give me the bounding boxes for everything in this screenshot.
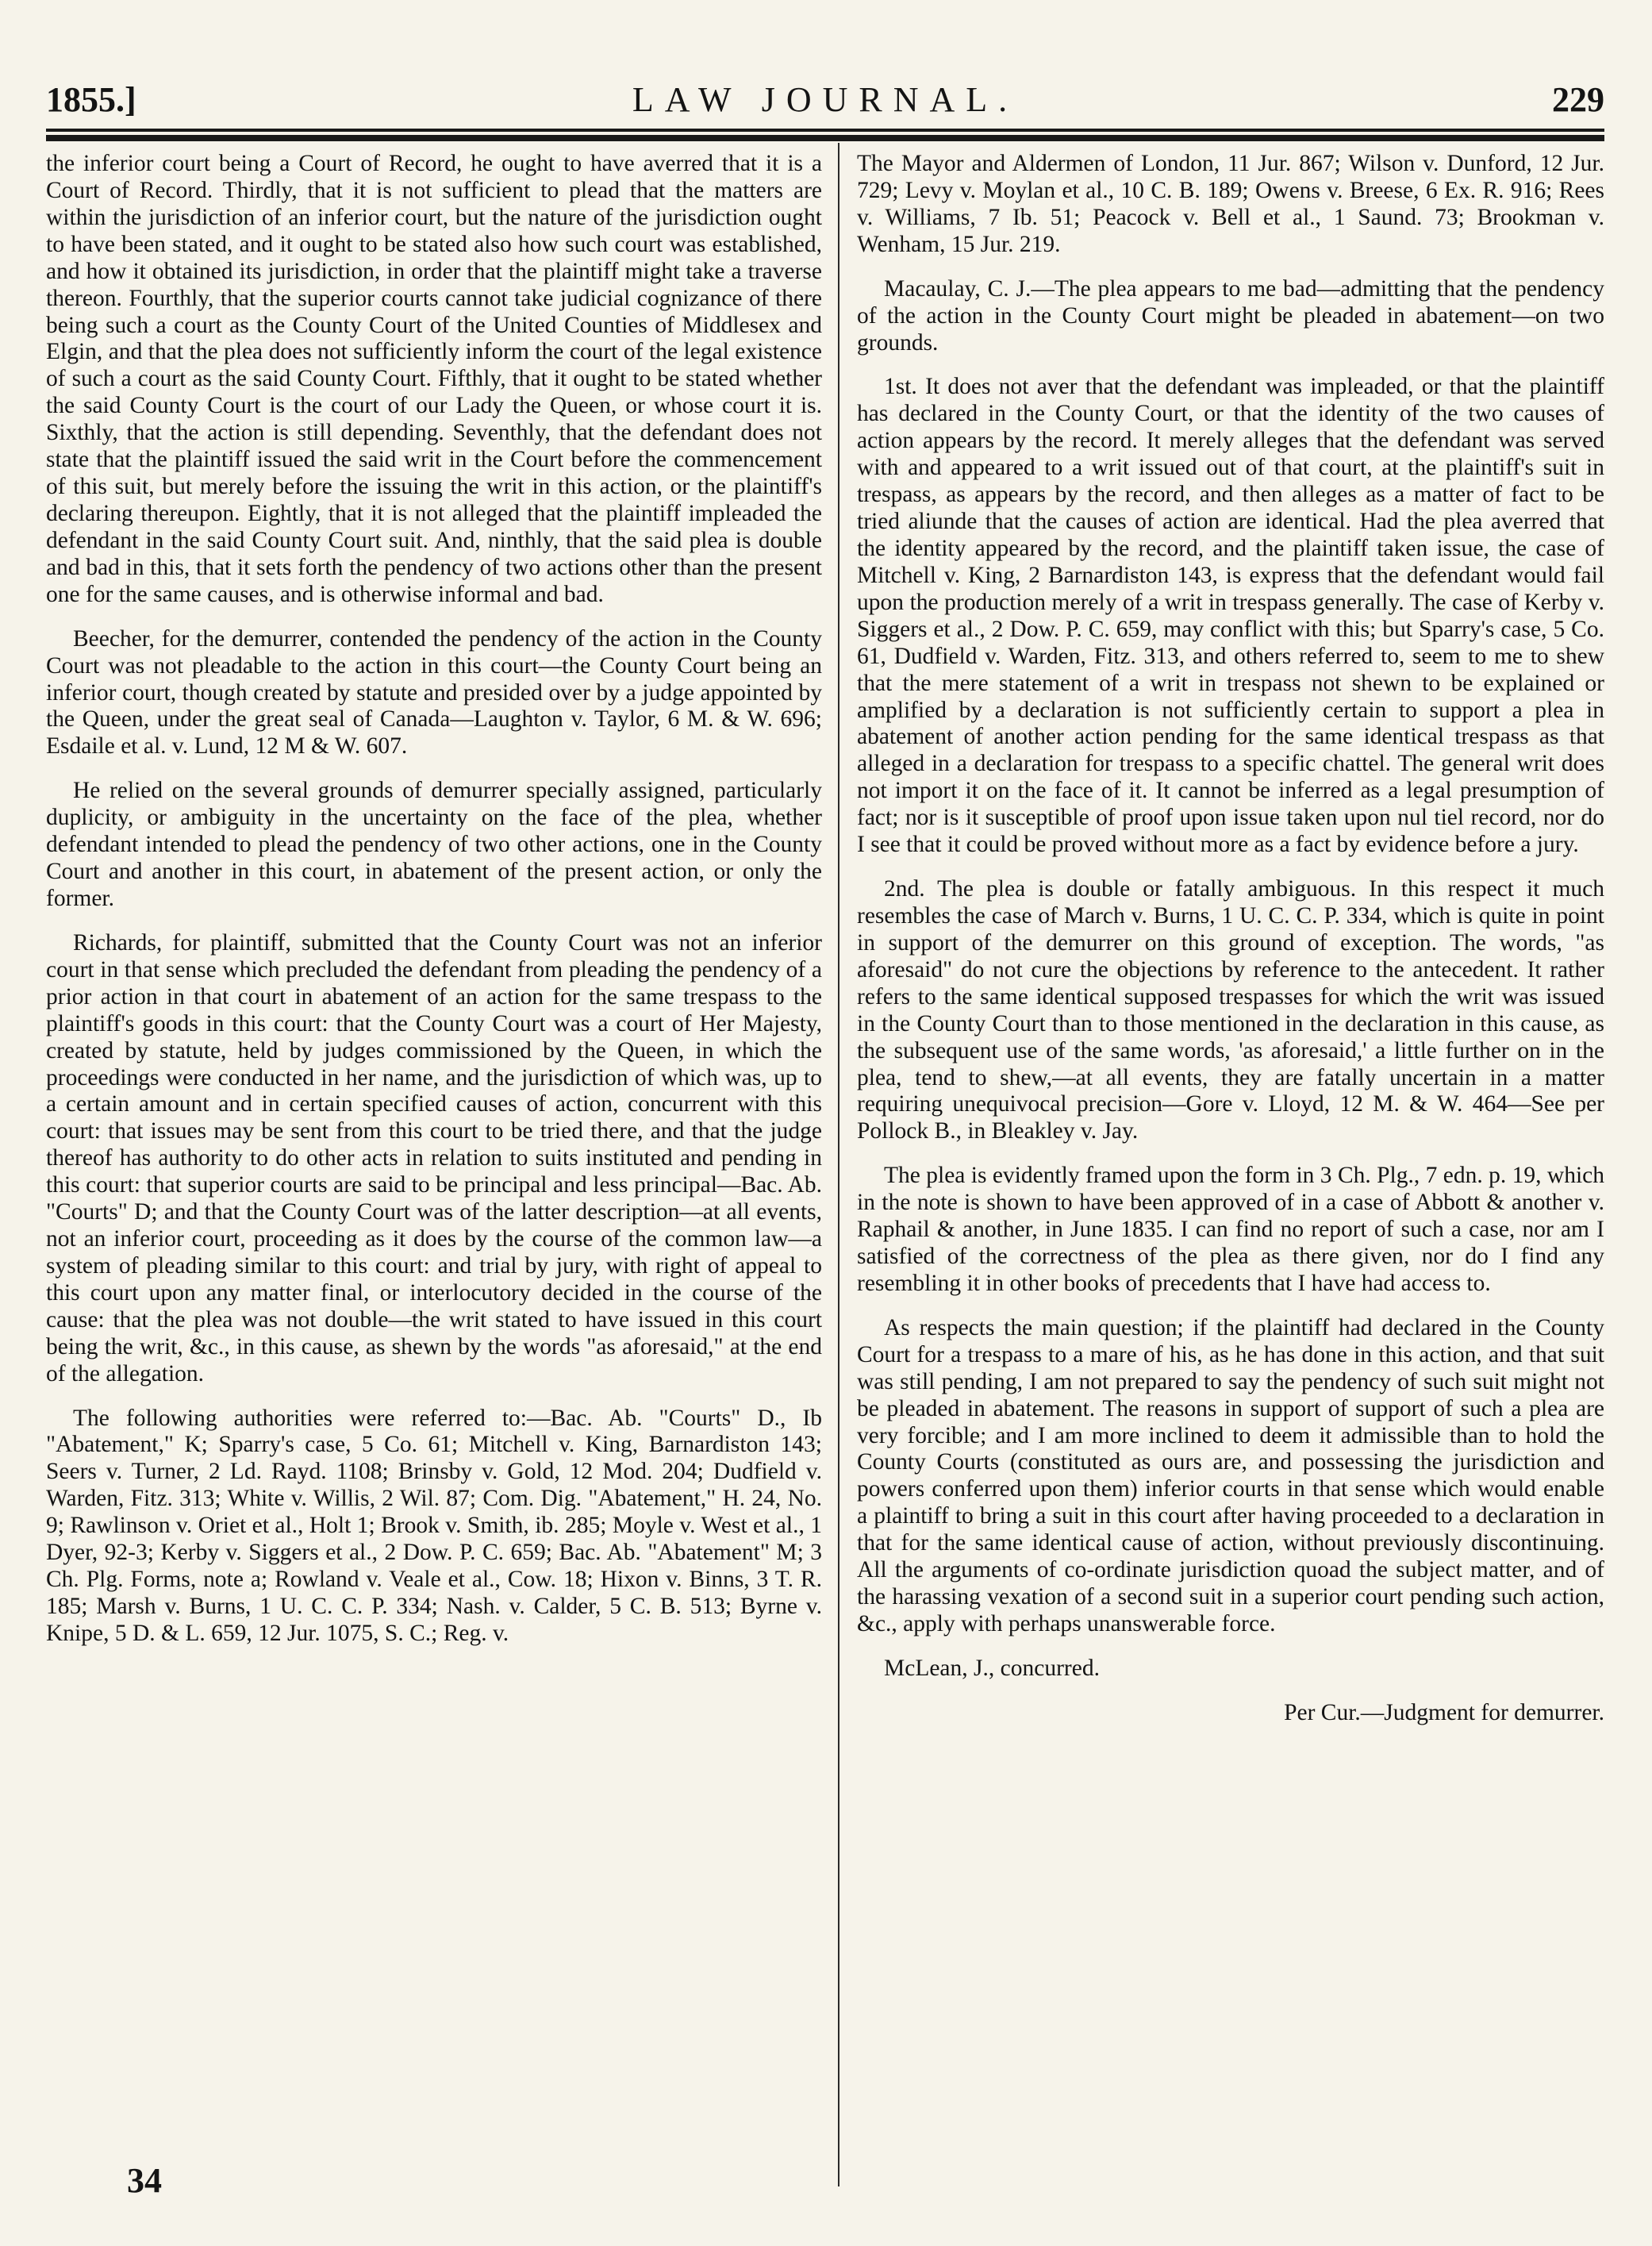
folio-number: 34: [127, 2161, 162, 2200]
header-rule-thin: [46, 129, 1604, 132]
header-title: LAW JOURNAL.: [632, 80, 1019, 119]
header-page-number: 229: [1552, 80, 1604, 119]
paragraph: He relied on the several grounds of demurrer specially assigned, particularly duplicity, or ambiguity in the uncertainty on the face of the plea, whether defendant intended to plead the pendency of two other actions, one in the County Court and another in this court, in abatement of the present action, or only the former.: [46, 778, 822, 911]
right-column: [857, 151, 1604, 1744]
paragraph: the inferior court being a Court of Record, he ought to have averred that it is a Court of Record. Thirdly, that it is not sufficient to plead that the matters are within the jurisdiction of an inferior court, but the nature of the jurisdiction ought to have been stated, and it ought to be stated also how such court was established, and how it obtained its jurisdiction, in order that the plaintiff might take a traverse thereon. Fourthly, that the superior courts cannot take judicial cognizance of there being such a court as the County Court of the United Counties of Middlesex and Elgin, and that the plea does not sufficiently inform the court of the legal existence of such a court as the said County Court. Fifthly, that it ought to be stated whether the said County Court is the court of our Lady the Queen, or whose court it is. Sixthly, that the action is still depending. Seventhly, that the defendant does not state that the plaintiff issued the said writ in the Court before the commencement of this suit, but merely before the issuing the writ in this action, or the plaintiff's declaring thereupon. Eightly, that it is not alleged that the plaintiff impleaded the defendant in the said County Court suit. And, ninthly, that the said plea is double and bad in this, that it sets forth the pendency of two actions other than the present one for the same causes, and is otherwise informal and bad.: [46, 151, 822, 607]
paragraph: The Mayor and Aldermen of London, 11 Jur. 867; Wilson v. Dunford, 12 Jur. 729; Levy v. Moylan et al., 10 C. B. 189; Owens v. Breese, 6 Ex. R. 916; Rees v. Williams, 7 Ib. 51; Peacock v. Bell et al., 1 Saund. 73; Brookman v. Wenham, 15 Jur. 219.: [857, 151, 1604, 257]
column-divider: [838, 143, 839, 2186]
page-header: [46, 79, 1604, 127]
paragraph: 2nd. The plea is double or fatally ambiguous. In this respect it much resembles the case of March v. Burns, 1 U. C. C. P. 334, which is quite in point in support of the demurrer on this ground of exception. The words, "as aforesaid" do not cure the objections by reference to the antecedent. It rather refers to the same identical supposed trespasses for which the writ was issued in the County Court than to those mentioned in the declaration in this cause, as the subsequent use of the same words, 'as aforesaid,' a little further on in the plea, tend to shew,—at all events, they are fatally uncertain in a matter requiring unequivocal precision—Gore v. Lloyd, 12 M. & W. 464—See per Pollock B., in Bleakley v. Jay.: [857, 876, 1604, 1144]
paragraph: The plea is evidently framed upon the form in 3 Ch. Plg., 7 edn. p. 19, which in the note is shown to have been approved of in a case of Abbott & another v. Raphail & another, in June 1835. I can find no report of such a case, nor am I satisfied of the correctness of the plea as there given, nor do I find any resembling it in other books of precedents that I have had access to.: [857, 1163, 1604, 1296]
left-column: [46, 151, 822, 1665]
judgment-line: Per Cur.—Judgment for demurrer.: [1284, 1699, 1604, 1725]
paragraph: Richards, for plaintiff, submitted that the County Court was not an inferior court in that sense which precluded the defendant from pleading the pendency of a prior action in that court in abatement of an action for the same trespass to the plaintiff's goods in this court: that the County Court was a court of Her Majesty, created by statute, held by judges commissioned by the Queen, in which the proceedings were conducted in her name, and the jurisdiction of which was, up to a certain amount and in certain specified causes of action, concurrent with this court: that issues may be sent from this court to be tried there, and that the judge thereof has authority to do other acts in relation to suits instituted and pending in this court: that superior courts are said to be principal and less principal—Bac. Ab. "Courts" D; and that the County Court was of the latter description—at all events, not an inferior court, proceeding as it does by the course of the common law—a system of pleading similar to this court: and trial by jury, with right of appeal to this court upon any matter final, or interlocutory decided in the course of the cause: that the plea was not double—the writ stated to have issued in this court being the writ, &c., in this cause, as shewn by the words "as aforesaid," at the end of the allegation.: [46, 929, 822, 1386]
paragraph: McLean, J., concurred.: [884, 1655, 1100, 1681]
paragraph: 1st. It does not aver that the defendant was impleaded, or that the plaintiff has declared in the County Court, or that the identity of the two causes of action appears by the record. It merely alleges that the defendant was served with and appeared to a writ issued out of that court, at the plaintiff's suit in trespass, as appears by the record, and then alleges as a matter of fact to be tried aliunde that the causes of action are identical. Had the plea averred that the identity appeared by the record, and the plaintiff taken issue, the case of Mitchell v. King, 2 Barnardiston 143, is express that the defendant would fail upon the production merely of a writ in trespass generally. The case of Kerby v. Siggers et al., 2 Dow. P. C. 659, may conflict with this; but Sparry's case, 5 Co. 61, Dudfield v. Warden, Fitz. 313, and others referred to, seem to me to shew that the mere statement of a writ in trespass not shewn to be explained or amplified by a declaration is not sufficiently certain to support a plea in abatement of another action pending for the same identical trespass as that alleged in a declaration for trespass to a specific chattel. The general writ does not import it on the face of it. It cannot be inferred as a legal presumption of fact; nor is it susceptible of proof upon issue taken upon nul tiel record, nor do I see that it could be proved without more as a fact by evidence before a jury.: [857, 374, 1604, 858]
header-rule-thick: [46, 135, 1604, 141]
paragraph: The following authorities were referred to:—Bac. Ab. "Courts" D., Ib "Abatement," K; Sparry's case, 5 Co. 61; Mitchell v. King, Barnardiston 143; Seers v. Turner, 2 Ld. Rayd. 1108; Brinsby v. Gold, 12 Mod. 204; Dudfield v. Warden, Fitz. 313; White v. Willis, 2 Wil. 87; Com. Dig. "Abatement," H. 24, No. 9; Rawlinson v. Oriet et al., Holt 1; Brook v. Smith, ib. 285; Moyle v. West et al., 1 Dyer, 92-3; Kerby v. Siggers et al., 2 Dow. P. C. 659; Bac. Ab. "Abatement" M; 3 Ch. Plg. Forms, note a; Rowland v. Veale et al., Cow. 18; Hixon v. Binns, 3 T. R. 185; Marsh v. Burns, 1 U. C. C. P. 334; Nash. v. Calder, 5 C. B. 513; Byrne v. Knipe, 5 D. & L. 659, 12 Jur. 1075, S. C.; Reg. v.: [46, 1405, 822, 1646]
paragraph: Macaulay, C. J.—The plea appears to me bad—admitting that the pendency of the action in the County Court might be pleaded in abatement—on two grounds.: [857, 275, 1604, 356]
header-year: 1855.]: [46, 80, 136, 119]
paragraph: Beecher, for the demurrer, contended the pendency of the action in the County Court was not pleadable to the action in this court—the County Court being an inferior court, though created by statute and presided over by a judge appointed by the Queen, under the great seal of Canada—Laughton v. Taylor, 6 M. & W. 696; Esdaile et al. v. Lund, 12 M & W. 607.: [46, 625, 822, 760]
paragraph: As respects the main question; if the plaintiff had declared in the County Court for a trespass to a mare of his, as he has done in this action, and that suit was still pending, I am not prepared to say the pendency of such suit might not be pleaded in abatement. The reasons in support of support of such a plea are very forcible; and I am more inclined to deem it admissible than to hold the County Courts (constituted as ours are, and possessing the jurisdiction and powers conferred upon them) inferior courts in that sense which would enable a plaintiff to bring a suit in this court after having proceeded to a declaration in that for the same identical cause of action, without previously discontinuing. All the arguments of co-ordinate jurisdiction quoad the subject matter, and of the harassing vexation of a second suit in a superior court pending such action, &c., apply with perhaps unanswerable force.: [857, 1314, 1604, 1637]
